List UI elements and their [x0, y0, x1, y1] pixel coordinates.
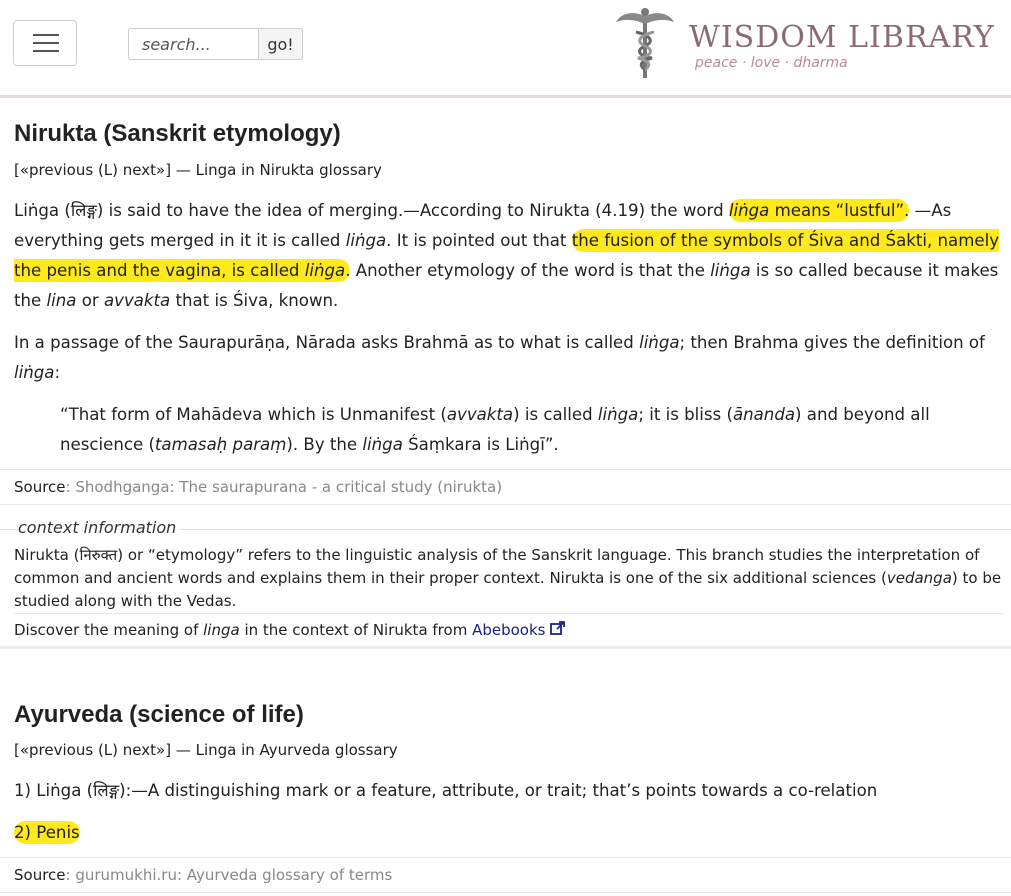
term: tamasaḥ paraṃ: [154, 435, 287, 454]
nav-letter: (L): [93, 741, 123, 759]
logo-tagline: peace · love · dharma: [695, 55, 848, 71]
logo-title: WISDOM LIBRARY: [689, 20, 995, 55]
context-info-text: [14, 544, 1004, 613]
nav-bracket: [: [14, 161, 20, 179]
menu-icon-bar: [33, 50, 59, 52]
source-label: Source: [14, 866, 66, 884]
text: Another etymology of the word is that the: [350, 261, 711, 280]
source-link[interactable]: : Shodhganga: The saurapurana - a critical study (nirukta): [65, 478, 503, 496]
text: —As everything gets merged in it it is called: [14, 201, 952, 250]
source-label: Source: [14, 478, 66, 496]
text: In a passage of the Saurapurāṇa, Nārada asks Brahmā as to what is called: [14, 333, 640, 352]
nav-glossary-label: ] — Linga in Nirukta glossary: [165, 161, 382, 179]
term: lina: [46, 291, 77, 310]
glossary-nav-ayurveda: [14, 741, 398, 759]
term: liṅga: [639, 333, 680, 352]
nav-bracket: [: [14, 741, 20, 759]
text: the fusion of the symbols of Śiva and Śakti, namely the penis and the vagina, is called: [14, 231, 1000, 280]
next-link[interactable]: next»: [122, 161, 166, 179]
text: ; it is bliss (: [638, 405, 733, 424]
glossary-nav-nirukta: [14, 161, 382, 179]
text: or: [76, 291, 104, 310]
hamburger-menu-button[interactable]: [13, 20, 77, 66]
term: liṅga: [597, 405, 639, 424]
text: is so called because it makes the: [14, 261, 999, 310]
text: that is Śiva, known.: [170, 291, 339, 310]
text: “That form of Mahādeva which is Unmanifest (: [60, 405, 447, 424]
term: liṅga: [14, 363, 55, 382]
text: Liṅga (लिङ्ग) is said to have the idea of merging.—According to Nirukta (4.19) the word: [14, 201, 729, 220]
text: Nirukta (निरुक्त) or “etymology” refers to the linguistic analysis of the Sanskrit language. This branch studies the interpretation of common and ancient words and explains them in their proper context. Nirukta is one of the six additional sciences (: [14, 546, 980, 587]
text: ) is called: [513, 405, 598, 424]
nav-letter: (L): [93, 161, 123, 179]
ayurveda-item-1: 1) Liṅga (लिङ्ग):—A distinguishing mark or a feature, attribute, or trait; that’s points towards a co-relation: [14, 781, 878, 800]
term: vedanga: [886, 569, 952, 587]
text: ). By the: [286, 435, 363, 454]
text: ) and beyond all nescience (: [60, 405, 930, 454]
highlight-penis: 2) Penis: [14, 823, 80, 842]
text: ; then Brahma gives the definition of: [679, 333, 985, 352]
text: Śaṃkara is Liṅgī”.: [402, 435, 559, 454]
term: ānanda: [732, 405, 796, 424]
section-title-ayurveda: Ayurveda (science of life): [14, 701, 304, 728]
term: liṅga: [728, 201, 770, 220]
nav-glossary-label: ] — Linga in Ayurveda glossary: [165, 741, 398, 759]
term: liṅga: [345, 231, 387, 250]
term: avvakta: [103, 291, 171, 310]
highlight-lustful: [729, 199, 909, 222]
nirukta-paragraph-1: [14, 196, 1008, 316]
term: linga: [203, 621, 240, 639]
previous-link[interactable]: «previous: [19, 161, 94, 179]
next-link[interactable]: next»: [122, 741, 166, 759]
text: :: [54, 363, 61, 382]
source-nirukta: [0, 469, 1011, 505]
top-bar: [0, 0, 1011, 98]
text: ) to be studied along with the Vedas.: [14, 569, 1002, 610]
text: . It is pointed out that: [386, 231, 572, 250]
context-info-label: context information: [18, 518, 180, 537]
text: Discover the meaning of: [14, 621, 204, 639]
text: in the context of Nirukta from: [239, 621, 473, 639]
term: liṅga: [362, 435, 403, 454]
nirukta-paragraph-2: [14, 328, 1008, 388]
discover-line: [14, 613, 1004, 642]
menu-icon-bar: [33, 42, 59, 44]
abebooks-link[interactable]: [472, 621, 566, 639]
source-ayurveda: [0, 857, 1011, 893]
previous-link[interactable]: «previous: [19, 741, 94, 759]
logo[interactable]: [614, 8, 1004, 83]
term: liṅga: [304, 261, 346, 280]
section-divider: [0, 646, 1011, 649]
term: liṅga: [710, 261, 751, 280]
link-text: Abebooks: [472, 621, 546, 639]
ayurveda-item-2: [14, 818, 1008, 848]
external-link-icon: [550, 621, 566, 635]
menu-icon: [33, 34, 59, 36]
search-input[interactable]: [128, 28, 258, 60]
text: means “lustful”.: [769, 201, 910, 220]
source-link[interactable]: : gurumukhi.ru: Ayurveda glossary of terms: [65, 866, 393, 884]
term: avvakta: [446, 405, 514, 424]
text: .: [345, 261, 351, 280]
nirukta-quote: [60, 400, 960, 460]
section-title-nirukta: Nirukta (Sanskrit etymology): [14, 120, 341, 147]
caduceus-icon: [614, 8, 676, 80]
go-button[interactable]: go!: [258, 28, 303, 60]
